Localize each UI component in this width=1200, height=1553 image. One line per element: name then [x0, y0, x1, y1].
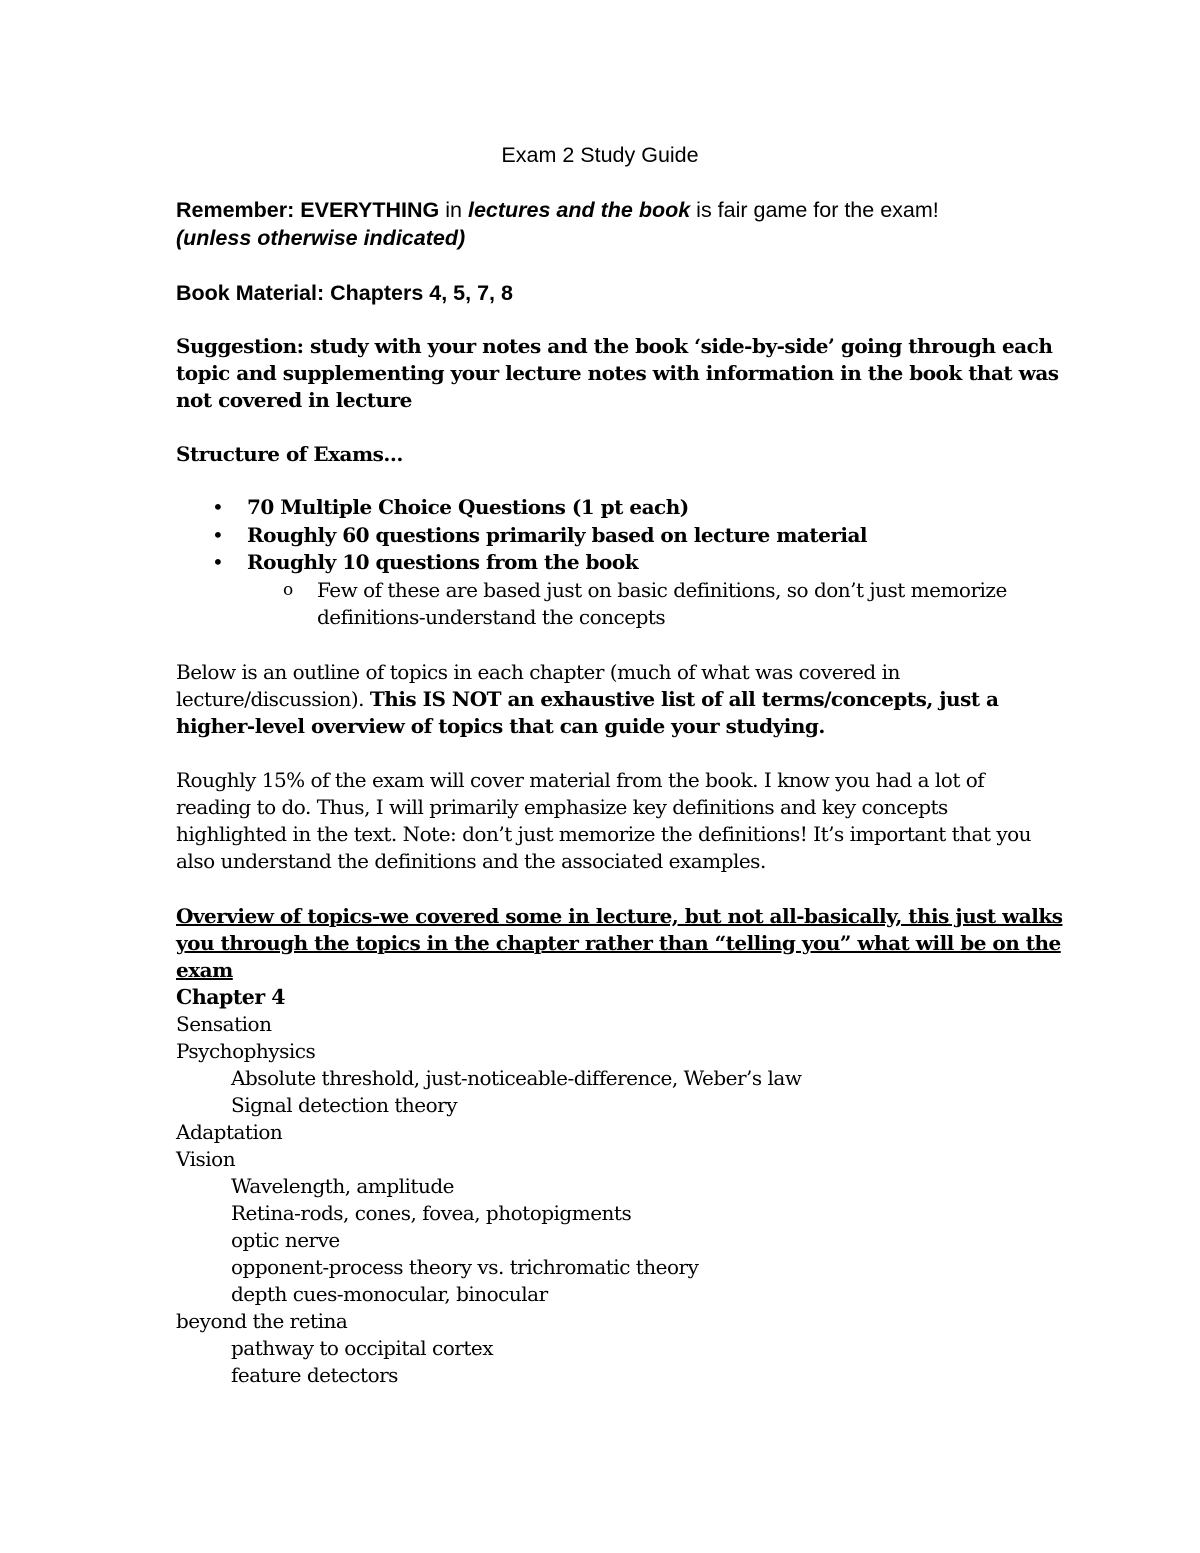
paragraph-line: reading to do. Thus, I will primarily emphasize key definitions and key concepts: [176, 795, 948, 819]
bullet-icon: •: [212, 550, 224, 574]
paragraph-line: highlighted in the text. Note: don’t just memorize the definitions! It’s important that you: [176, 822, 1032, 846]
list-item: [176, 494, 1007, 522]
subtopic-item: Absolute threshold, just-noticeable-difference, Weber’s law: [231, 1066, 802, 1090]
subtopic-item: opponent-process theory vs. trichromatic theory: [231, 1255, 699, 1279]
chapter-outline: [176, 984, 801, 1389]
circle-bullet-icon: o: [283, 579, 293, 600]
overview-heading-line: you through the topics in the chapter rather than “telling you” what will be on the: [176, 931, 1061, 955]
remember-everything: EVERYTHING: [300, 198, 440, 222]
suggestion-line: topic and supplementing your lecture notes with information in the book that was: [176, 361, 1059, 385]
topic-item: beyond the retina: [176, 1309, 348, 1333]
outline-intro-text: lecture/discussion).: [176, 687, 370, 711]
bullet-icon: •: [212, 522, 224, 547]
exam-structure-list: [176, 494, 1007, 632]
outline-intro-emphasis: This IS NOT an exhaustive list of all terms/concepts, just a: [369, 687, 999, 711]
book-material: Book Material: Chapters 4, 5, 7, 8: [176, 281, 513, 305]
subtopic-item: pathway to occipital cortex: [231, 1336, 493, 1360]
remember-line: [176, 196, 939, 224]
list-item: [176, 522, 1007, 550]
suggestion-line: Suggestion: study with your notes and the book ‘side-by-side’ going through each: [176, 334, 1053, 358]
outline-intro-line: [176, 686, 999, 713]
subtopic-item: depth cues-monocular, binocular: [231, 1282, 548, 1306]
suggestion-line: not covered in lecture: [176, 388, 412, 412]
topic-item: Vision: [176, 1147, 236, 1171]
topic-item: Sensation: [176, 1012, 272, 1036]
paragraph-line: also understand the definitions and the associated examples.: [176, 849, 766, 873]
remember-in: in: [445, 198, 462, 222]
paragraph-line: Roughly 15% of the exam will cover material from the book. I know you had a lot of: [176, 768, 985, 792]
topic-list: [176, 1011, 801, 1389]
bullet-icon: •: [212, 495, 224, 519]
page-title: Exam 2 Study Guide: [501, 143, 699, 167]
remember-label: Remember:: [176, 198, 295, 222]
remember-rest: is fair game for the exam!: [696, 198, 939, 222]
list-item: [176, 549, 1007, 577]
list-item-text: 70 Multiple Choice Questions (1 pt each): [247, 495, 689, 519]
suggestion-paragraph: [176, 333, 1059, 414]
overview-heading: [176, 903, 1062, 984]
sub-list-item: [176, 577, 1007, 632]
outline-intro-paragraph: [176, 659, 999, 740]
topic-item: Adaptation: [176, 1120, 283, 1144]
remember-lectures-book: lectures and the book: [467, 198, 691, 222]
list-item-text: Roughly 60 questions primarily based on lecture material: [247, 522, 868, 547]
outline-intro-line: higher-level overview of topics that can guide your studying.: [176, 714, 825, 738]
subtopic-item: Wavelength, amplitude: [231, 1174, 454, 1198]
outline-intro-line: Below is an outline of topics in each chapter (much of what was covered in: [176, 660, 900, 684]
structure-heading: Structure of Exams…: [176, 442, 403, 466]
overview-heading-line: exam: [176, 958, 233, 982]
book-coverage-paragraph: [176, 767, 1031, 875]
list-item-text: Roughly 10 questions from the book: [247, 550, 639, 574]
subtopic-item: feature detectors: [231, 1363, 398, 1387]
sub-list-item-text: Few of these are based just on basic definitions, so don’t just memorize: [317, 577, 1007, 602]
subtopic-item: Signal detection theory: [231, 1093, 458, 1117]
chapter-heading: Chapter 4: [176, 985, 286, 1009]
subtopic-item: optic nerve: [231, 1228, 340, 1252]
remember-note: (unless otherwise indicated): [176, 226, 466, 250]
subtopic-item: Retina-rods, cones, fovea, photopigments: [231, 1201, 632, 1225]
sub-list-item-text: definitions-understand the concepts: [317, 605, 666, 629]
overview-heading-line: Overview of topics-we covered some in lecture, but not all-basically, this just walks: [176, 904, 1063, 928]
topic-item: Psychophysics: [176, 1039, 316, 1063]
